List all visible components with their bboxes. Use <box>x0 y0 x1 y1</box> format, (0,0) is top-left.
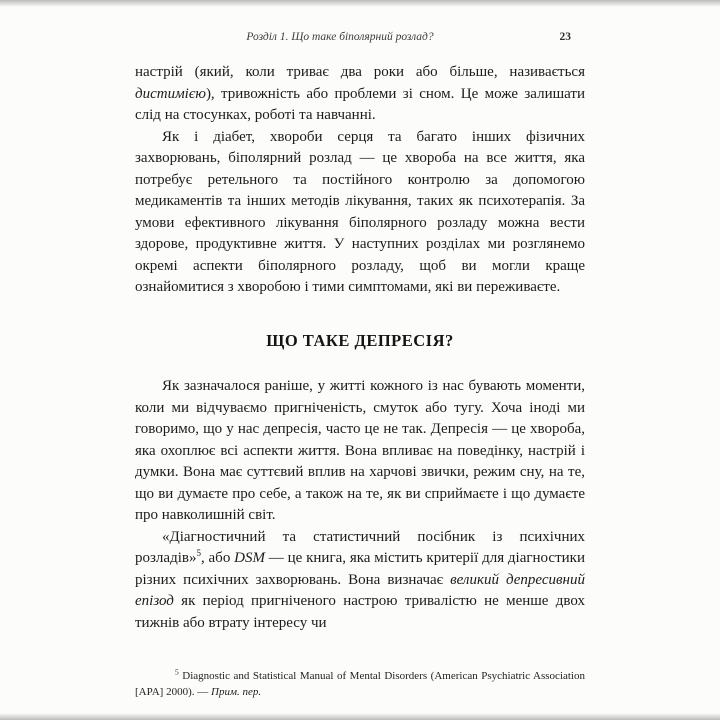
paragraph: «Діагностичний та статистичний посібник із психічних розладів»$^5$, або DSM — це книга, яка містить критерії для діагностики різних психічних захворювань. Вона визначає великий депресивний епізод як період пригніченого настрою тривалістю не менше двох тижнів або втрату інтересу чи <box>135 528 585 631</box>
scan-edge-shadow-bottom <box>0 713 720 720</box>
page-content <box>135 62 585 634</box>
section-heading: ЩО ТАКЕ ДЕПРЕСІЯ? <box>266 330 454 350</box>
page-header <box>135 31 585 43</box>
running-head: Розділ 1. Що таке біполярний розлад? <box>246 31 434 43</box>
body-text <box>135 62 585 634</box>
paragraph: настрій (який, коли триває два роки або більше, називається дистимією), тривожність або проблеми зі сном. Це може залишати слід на стосунках, роботі та навчанні. <box>135 64 585 123</box>
footnote <box>135 669 585 700</box>
page-number: 23 <box>559 31 571 43</box>
paragraph: Як зазначалося раніше, у житті кожного із нас бувають моменти, коли ми відчуваємо пригніченість, смуток або тугу. Хоча іноді ми говоримо, що у нас депресія, часто це не так. Депресія — це хвороба, яка охоплює всі аспекти життя. Вона впливає на поведінку, настрій і думки. Вона має суттєвий вплив на харчові звички, режим сну, на те, що ви думаєте про себе, а також на те, як ви сприймаєте і що думаєте про навколишній світ. <box>135 378 585 523</box>
footnote-text: $^5$ Diagnostic and Statistical Manual of Mental Disorders (American Psychiatric Association [APA] 2000). — Прим. пер. <box>135 667 585 698</box>
scan-edge-shadow-top <box>0 0 720 7</box>
paragraph: Як і діабет, хвороби серця та багато інших фізичних захворювань, біполярний розлад — це хвороба на все життя, яка потребує ретельного та постійного контролю за допомогою медикаментів та інших методів лікування, таких як психотерапія. За умови ефективного лікування біполярного розладу можна вести здорове, продуктивне життя. У наступних розділах ми розглянемо окремі аспекти біполярного розладу, щоб ви могли краще ознайомитися з хворобою і тими симптомами, які ви переживаєте. <box>135 128 585 295</box>
